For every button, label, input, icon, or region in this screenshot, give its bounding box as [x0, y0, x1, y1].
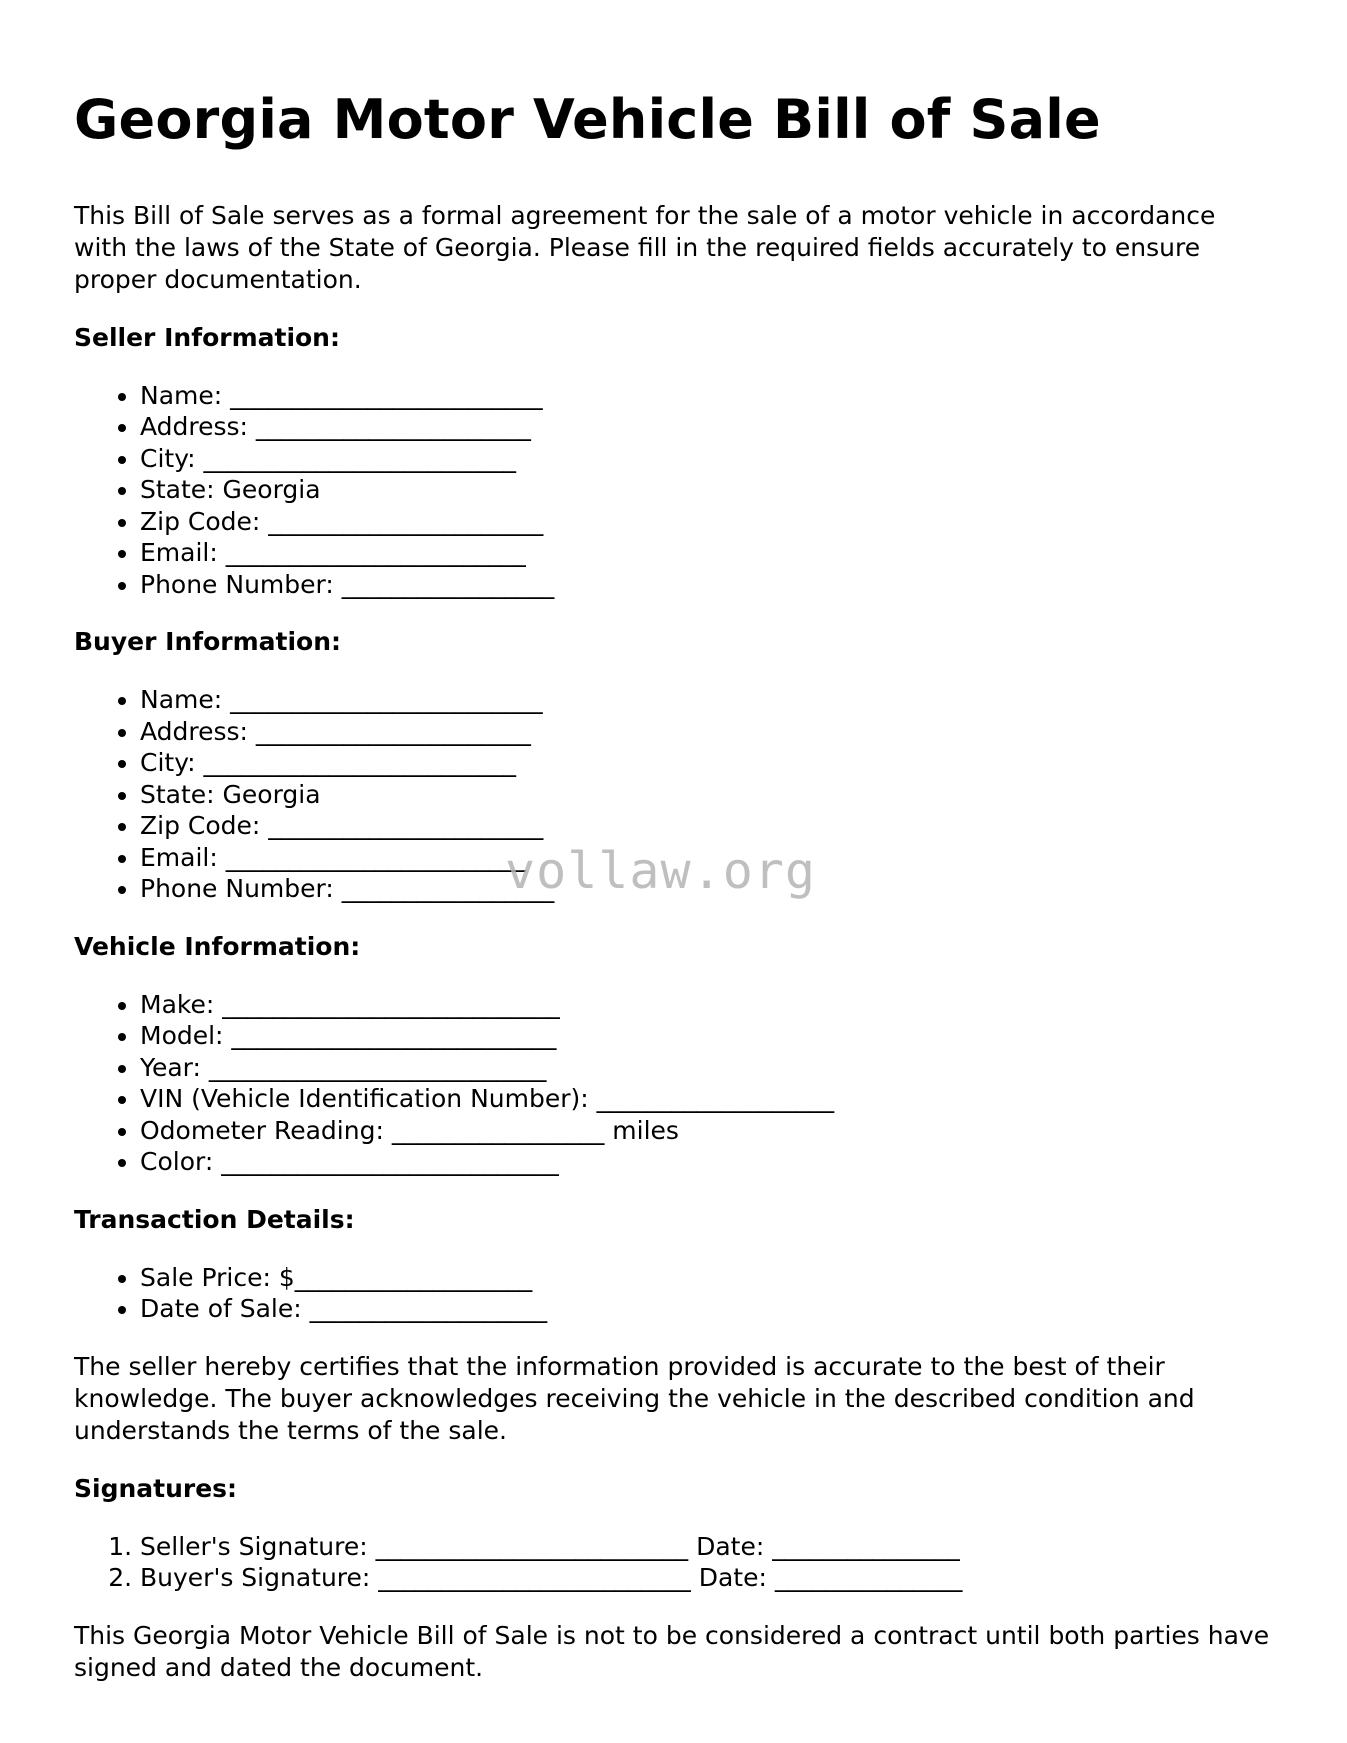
transaction-heading: Transaction Details: [74, 1204, 355, 1234]
buyer-heading: Buyer Information: [74, 627, 342, 657]
certification-paragraph: The seller hereby certifies that the information provided is accurate to the best of their knowledge. The buyer acknowledges receiving the vehicle in the described condition and understands the terms of the sale. [74, 1351, 1195, 1445]
watermark: vollaw.org [505, 842, 817, 900]
seller-name-field[interactable]: • Name: _________________________ [140, 380, 1274, 412]
seller-address-field[interactable]: • Address: ______________________ [140, 411, 1274, 443]
buyer-phone-field[interactable]: • Phone Number: _________________ [140, 873, 1274, 905]
seller-city-field[interactable]: • City: _________________________ [140, 443, 1274, 475]
vehicle-odometer-field[interactable]: • Odometer Reading: _________________ miles [140, 1115, 1274, 1147]
vehicle-vin-field[interactable]: • VIN (Vehicle Identification Number): ___________________ [140, 1083, 1274, 1115]
sale-date-field[interactable]: • Date of Sale: ___________________ [140, 1293, 1274, 1325]
signatures-heading: Signatures: [74, 1473, 238, 1503]
seller-state-field: • State: Georgia [140, 474, 1274, 506]
buyer-address-field[interactable]: • Address: ______________________ [140, 716, 1274, 748]
page-title: Georgia Motor Vehicle Bill of Sale [74, 88, 1101, 151]
vehicle-make-field[interactable]: • Make: ___________________________ [140, 989, 1274, 1021]
seller-signature-field[interactable]: 1. Seller's Signature: _________________________ Date: _______________ [140, 1531, 1274, 1563]
vehicle-model-field[interactable]: • Model: __________________________ [140, 1020, 1274, 1052]
vehicle-year-field[interactable]: • Year: ___________________________ [140, 1052, 1274, 1084]
buyer-email-field[interactable]: • Email: ________________________ [140, 842, 1274, 874]
transaction-list [74, 1262, 1274, 1325]
vehicle-color-field[interactable]: • Color: ___________________________ [140, 1146, 1274, 1178]
vehicle-heading: Vehicle Information: [74, 931, 361, 961]
vehicle-list [74, 989, 1274, 1178]
seller-phone-field[interactable]: • Phone Number: _________________ [140, 569, 1274, 601]
seller-email-field[interactable]: • Email: ________________________ [140, 537, 1274, 569]
seller-heading: Seller Information: [74, 322, 340, 352]
intro-paragraph: This Bill of Sale serves as a formal agreement for the sale of a motor vehicle in accordance with the laws of the State of Georgia. Please fill in the required fields accurately to ensure proper documentation. [74, 200, 1216, 294]
buyer-city-field[interactable]: • City: _________________________ [140, 747, 1274, 779]
signatures-list [74, 1531, 1274, 1594]
buyer-zip-field[interactable]: • Zip Code: ______________________ [140, 810, 1274, 842]
buyer-name-field[interactable]: • Name: _________________________ [140, 684, 1274, 716]
sale-price-field[interactable]: • Sale Price: $___________________ [140, 1262, 1274, 1294]
buyer-state-field: • State: Georgia [140, 779, 1274, 811]
seller-zip-field[interactable]: • Zip Code: ______________________ [140, 506, 1274, 538]
closing-paragraph: This Georgia Motor Vehicle Bill of Sale is not to be considered a contract until both parties have signed and dated the document. [74, 1620, 1270, 1682]
buyer-signature-field[interactable]: 2. Buyer's Signature: _________________________ Date: _______________ [140, 1562, 1274, 1594]
seller-list [74, 380, 1274, 601]
